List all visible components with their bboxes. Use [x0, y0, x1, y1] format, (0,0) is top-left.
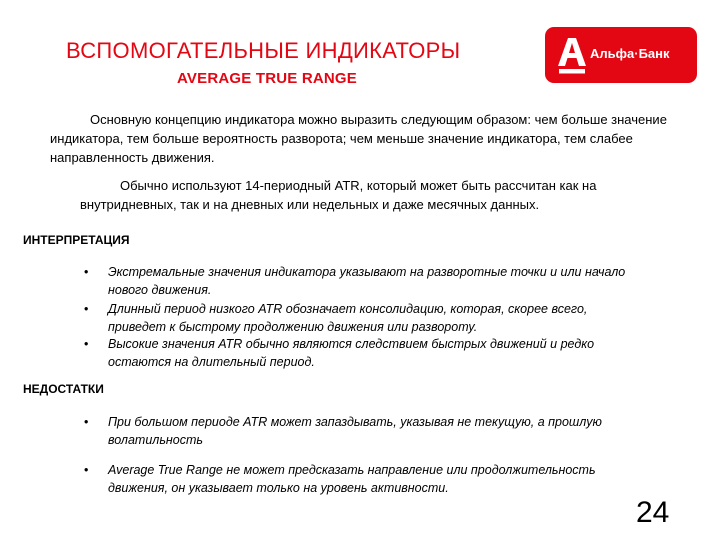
logo-text: Альфа·Банк: [590, 46, 670, 61]
interpretation-heading: ИНТЕРПРЕТАЦИЯ: [23, 233, 130, 247]
bullet-marker: •: [84, 415, 89, 429]
bullet-text: При большом периоде ATR может запаздывать, указывая не текущую, а прошлую волатильность: [108, 415, 602, 447]
drawbacks-bullet-item: [84, 413, 644, 449]
bullet-text: Высокие значения ATR обычно являются следствием быстрых движений и редко остаются на длительный период.: [108, 337, 595, 369]
bullet-text: Average True Range не может предсказать направление или продолжительность движения, он указывает только на уровень активности.: [108, 463, 596, 495]
bullet-text: Длинный период низкого ATR обозначает консолидацию, которая, скорее всего, приведет к быстрому продолжению движения или развороту.: [108, 302, 588, 334]
drawbacks-bullet-item: [84, 461, 644, 497]
page-subtitle: AVERAGE TRUE RANGE: [177, 70, 358, 87]
bullet-marker: •: [84, 463, 89, 477]
alfa-letter-icon: [557, 36, 587, 74]
interpretation-bullet-item: [84, 335, 644, 371]
page-number: 24: [636, 496, 670, 529]
intro-paragraph-2: Обычно используют 14-периодный ATR, который может быть рассчитан как на внутридневных, так и на дневных или недельных и даже месячных данных.: [80, 178, 597, 212]
interpretation-bullet-item: [84, 300, 644, 336]
drawbacks-heading: НЕДОСТАТКИ: [23, 382, 104, 396]
intro-paragraph-1: Основную концепцию индикатора можно выразить следующим образом: чем больше значение индикатора, тем больше вероятность разворота; чем меньше значение индикатора, тем слабее направленность движения.: [50, 112, 667, 165]
alfa-bank-logo: [545, 27, 697, 83]
bullet-text: Экстремальные значения индикатора указывают на разворотные точки и или начало нового движения.: [108, 265, 626, 297]
bullet-marker: •: [84, 337, 89, 351]
page-title: ВСПОМОГАТЕЛЬНЫЕ ИНДИКАТОРЫ: [66, 38, 461, 63]
bullet-marker: •: [84, 302, 89, 316]
interpretation-bullet-item: [84, 263, 644, 299]
bullet-marker: •: [84, 265, 89, 279]
